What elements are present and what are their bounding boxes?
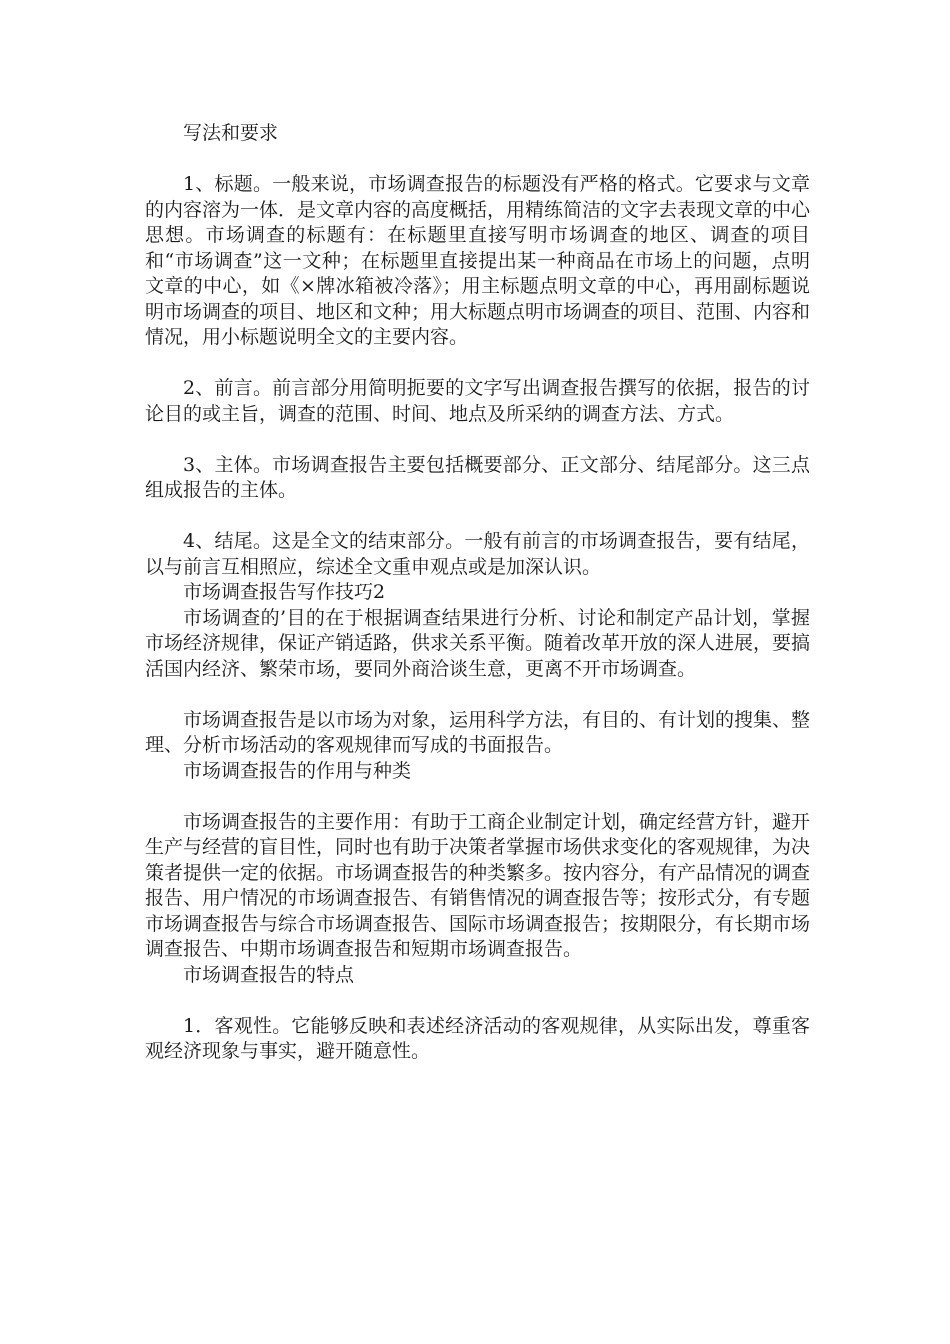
section-heading: 市场调查报告的作用与种类 [183, 759, 412, 782]
paragraph-objectivity: 1．客观性。它能够反映和表述经济活动的客观规律，从实际出发，尊重客观经济现象与事实，避开随意性。 [145, 1014, 810, 1062]
paragraph-ending: 4、结尾。这是全文的结束部分。一般有前言的市场调查报告，要有结尾，以与前言互相照应，综述全文重申观点或是加深认识。 [145, 530, 810, 578]
paragraph-functions-types: 市场调查报告的主要作用：有助于工商企业制定计划，确定经营方针，避开生产与经营的盲目性，同时也有助于决策者掌握市场供求变化的客观规律，为决策者提供一定的依据。市场调查报告的种类繁多。按内容分，有产品情况的调查报告、用户情况的市场调查报告、有销售情况的调查报告等；按形式分，有专题市场调查报告与综合市场调查报告、国际市场调查报告；按期限分，有长期市场调查报告、中期市场调查报告和短期市场调查报告。 [145, 810, 811, 960]
paragraph-preface: 2、前言。前言部分用简明扼要的文字写出调查报告撰写的依据，报告的讨论目的或主旨，调查的范围、时间、地点及所采纳的调查方法、方式。 [145, 377, 810, 425]
paragraph-purpose: 市场调查的’目的在于根据调查结果进行分析、讨论和制定产品计划，掌握市场经济规律，保证产销适路，供求关系平衡。随着改革开放的深人进展，要搞活国内经济、繁荣市场，要同外商洽谈生意，更离不开市场调查。 [145, 606, 811, 680]
paragraph-title-requirements: 1、标题。一般来说，市场调查报告的标题没有严格的格式。它要求与文章的内容溶为一体．是文章内容的高度概括，用精练简洁的文字去表现文章的中心思想。市场调查的标题有：在标题里直接写明市场调查的地区、调查的项目和“市场调查”这一文种；在标题里直接提出某一种商品在市场上的问题，点明文章的中心，如《×牌冰箱被冷落》；用主标题点明文章的中心，再用副标题说明市场调查的项目、地区和文种；用大标题点明市场调查的项目、范围、内容和情况，用小标题说明全文的主要内容。 [145, 173, 811, 348]
document-page [145, 121, 810, 1065]
section-heading: 写法和要求 [183, 122, 279, 144]
section-heading: 市场调查报告写作技巧2 [183, 581, 386, 603]
section-heading: 市场调查报告的特点 [183, 963, 355, 986]
paragraph-definition: 市场调查报告是以市场为对象，运用科学方法，有目的、有计划的搜集、整理、分析市场活动的客观规律而写成的书面报告。 [145, 708, 811, 756]
paragraph-body: 3、主体。市场调查报告主要包括概要部分、正文部分、结尾部分。这三点组成报告的主体。 [145, 453, 810, 501]
